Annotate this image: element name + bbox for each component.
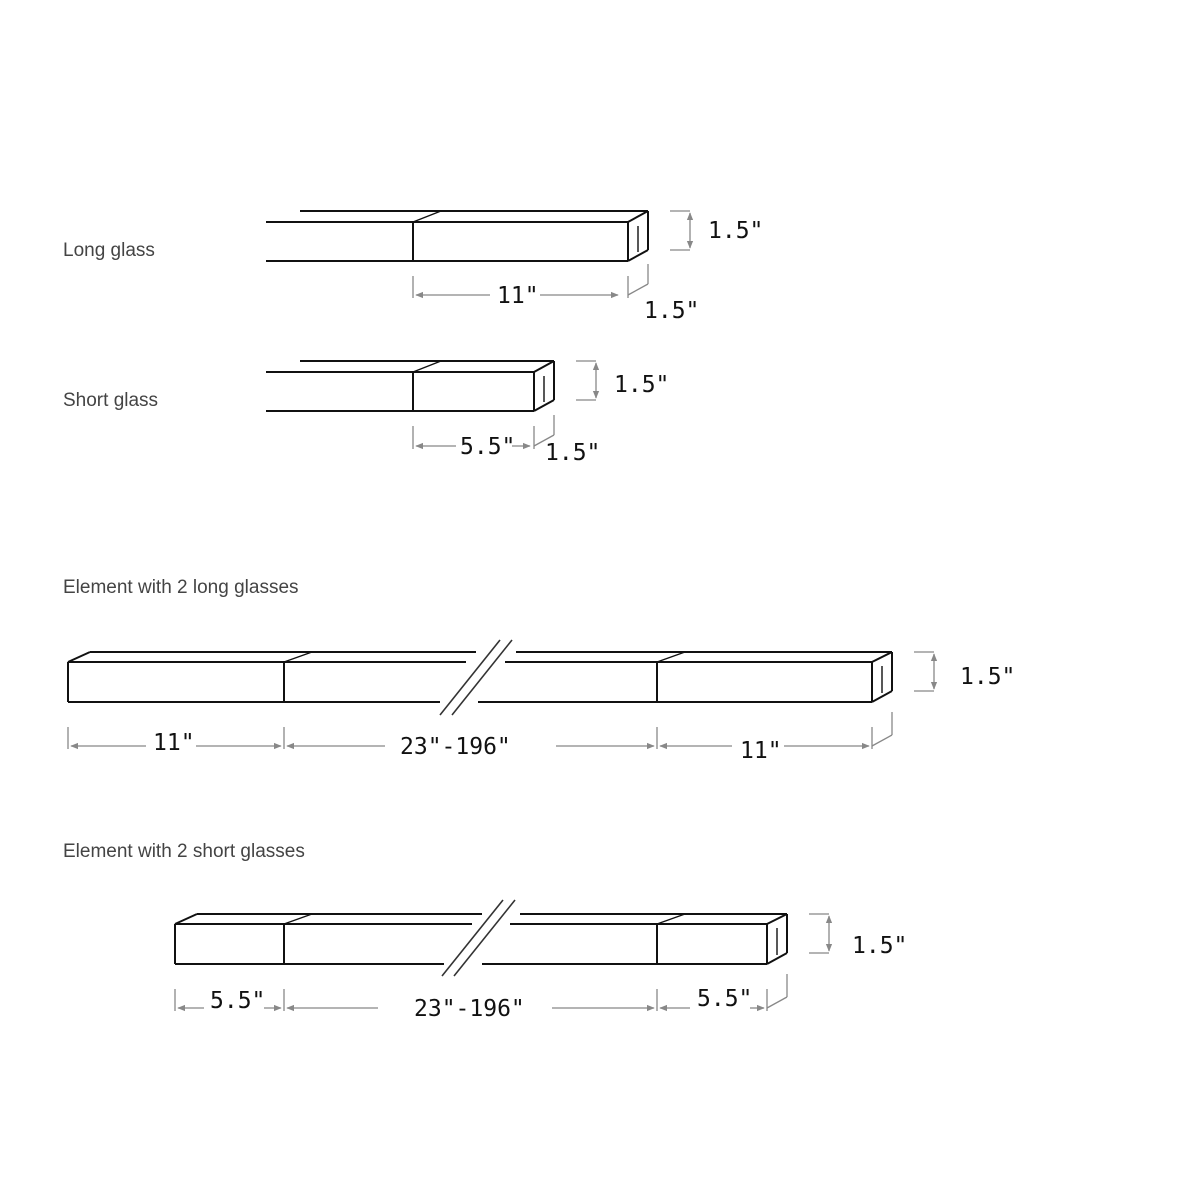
element-short-left-length-label: 5.5"	[210, 988, 266, 1014]
short-glass-length-label: 5.5"	[460, 434, 516, 460]
long-glass-height-dimension	[670, 211, 690, 250]
long-glass-depth-label: 1.5"	[644, 298, 700, 324]
short-glass-caption: Short glass	[63, 390, 159, 411]
element-short-drawing	[175, 900, 787, 976]
element-short-height-label: 1.5"	[852, 933, 908, 959]
element-short-middle-length-label: 23"-196"	[414, 996, 525, 1022]
element-short-caption: Element with 2 short glasses	[63, 841, 305, 862]
element-short-height-dimension	[809, 914, 829, 953]
long-glass-height-label: 1.5"	[708, 218, 764, 244]
short-glass-depth-label: 1.5"	[545, 440, 601, 466]
element-long-drawing	[68, 640, 892, 715]
element-long-right-length-label: 11"	[740, 738, 782, 764]
long-glass-length-label: 11"	[497, 283, 539, 309]
short-glass-drawing	[266, 361, 554, 411]
element-long-caption: Element with 2 long glasses	[63, 577, 299, 598]
element-short-right-length-label: 5.5"	[697, 986, 753, 1012]
short-glass-height-label: 1.5"	[614, 372, 670, 398]
long-glass-drawing	[266, 211, 648, 261]
element-long-middle-length-label: 23"-196"	[400, 734, 511, 760]
element-long-left-length-label: 11"	[153, 730, 195, 756]
element-long-height-label: 1.5"	[960, 664, 1016, 690]
short-glass-height-dimension	[576, 361, 596, 400]
long-glass-caption: Long glass	[63, 240, 155, 261]
element-long-height-dimension	[914, 652, 934, 691]
